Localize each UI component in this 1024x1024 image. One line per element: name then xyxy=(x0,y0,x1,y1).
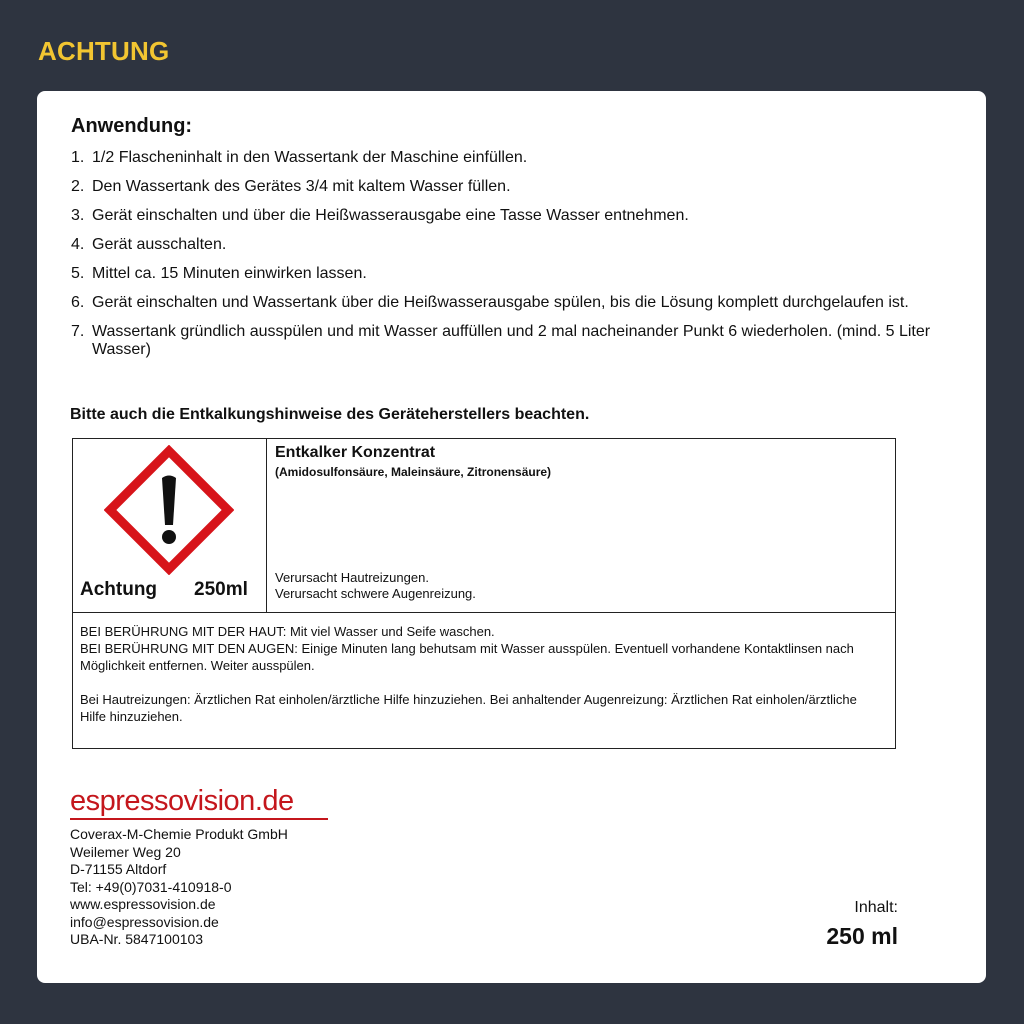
list-item xyxy=(71,265,961,283)
step-text: Gerät ausschalten. xyxy=(92,236,227,253)
step-text: Gerät einschalten und Wassertank über die Heißwasserausgabe spülen, bis die Lösung komplett durchgelaufen ist. xyxy=(92,294,909,311)
company-uba: UBA-Nr. 5847100103 xyxy=(70,931,204,947)
brand-logo xyxy=(70,785,370,820)
manufacturer-note: Bitte auch die Entkalkungshinweise des Geräteherstellers beachten. xyxy=(70,406,590,423)
step-number: 4. xyxy=(71,236,85,253)
signal-volume: 250ml xyxy=(194,579,248,600)
logo-text: espressovision.de xyxy=(70,785,294,817)
list-item xyxy=(71,207,961,225)
company-name: Coverax-M-Chemie Produkt GmbH xyxy=(70,826,288,842)
list-item xyxy=(71,178,961,196)
step-text: Gerät einschalten und über die Heißwasserausgabe eine Tasse Wasser entnehmen. xyxy=(92,207,689,224)
step-text: Wassertank gründlich ausspülen und mit Wasser auffüllen und 2 mal nacheinander Punkt 6 wiederholen. (mind. 5 Liter Wasser) xyxy=(92,323,931,358)
step-number: 7. xyxy=(71,323,85,340)
precaution-statement: Bei Hautreizungen: Ärztlichen Rat einholen/ärztliche Hilfe hinzuziehen. Bei anhaltender Augenreizung: Ärztlichen Rat einholen/ärztliche Hilfe hinzuziehen. xyxy=(80,692,857,724)
page-title: ACHTUNG xyxy=(38,36,170,66)
company-email: info@espressovision.de xyxy=(70,913,219,930)
list-item xyxy=(71,149,961,167)
pictogram-cell xyxy=(73,439,267,612)
product-name: Entkalker Konzentrat xyxy=(275,444,436,461)
ingredients: (Amidosulfonsäure, Maleinsäure, Zitronensäure) xyxy=(275,465,552,479)
step-number: 3. xyxy=(71,207,85,224)
hazard-label xyxy=(72,438,896,749)
instructions-heading: Anwendung: xyxy=(71,115,193,137)
content-value: 250 ml xyxy=(826,923,898,949)
company-web: www.espressovision.de xyxy=(70,896,216,912)
signal-word: Achtung xyxy=(80,579,158,600)
hazard-top-section xyxy=(73,439,895,613)
label-card xyxy=(37,91,986,983)
company-city: D-71155 Altdorf xyxy=(70,861,167,877)
precaution-statement: BEI BERÜHRUNG MIT DER HAUT: Mit viel Wasser und Seife waschen. xyxy=(80,624,495,639)
list-item xyxy=(71,294,961,312)
step-number: 6. xyxy=(71,294,85,311)
list-item xyxy=(71,236,961,254)
company-phone: Tel: +49(0)7031-410918-0 xyxy=(70,878,232,895)
company-address xyxy=(70,826,288,949)
list-item xyxy=(71,323,961,359)
hazard-statement: Verursacht Hautreizungen. xyxy=(275,570,429,585)
step-number: 5. xyxy=(71,265,85,282)
instruction-list xyxy=(71,149,961,370)
precaution-statement: BEI BERÜHRUNG MIT DEN AUGEN: Einige Minuten lang behutsam mit Wasser ausspülen. Eventuell vorhandene Kontaktlinsen nach Möglichkeit entfernen. Weiter ausspülen. xyxy=(80,641,854,673)
step-number: 2. xyxy=(71,178,85,195)
step-text: Mittel ca. 15 Minuten einwirken lassen. xyxy=(92,265,367,282)
exclamation-mark-icon xyxy=(104,445,234,575)
precaution-statements xyxy=(80,623,880,725)
step-text: 1/2 Flascheninhalt in den Wassertank der Maschine einfüllen. xyxy=(92,149,528,166)
content-label: Inhalt: xyxy=(854,899,898,916)
logo-underline xyxy=(70,818,328,820)
step-number: 1. xyxy=(71,149,85,166)
hazard-statement: Verursacht schwere Augenreizung. xyxy=(275,586,476,601)
company-street: Weilemer Weg 20 xyxy=(70,843,181,860)
step-text: Den Wassertank des Gerätes 3/4 mit kaltem Wasser füllen. xyxy=(92,178,511,195)
hazard-statements xyxy=(275,570,476,602)
